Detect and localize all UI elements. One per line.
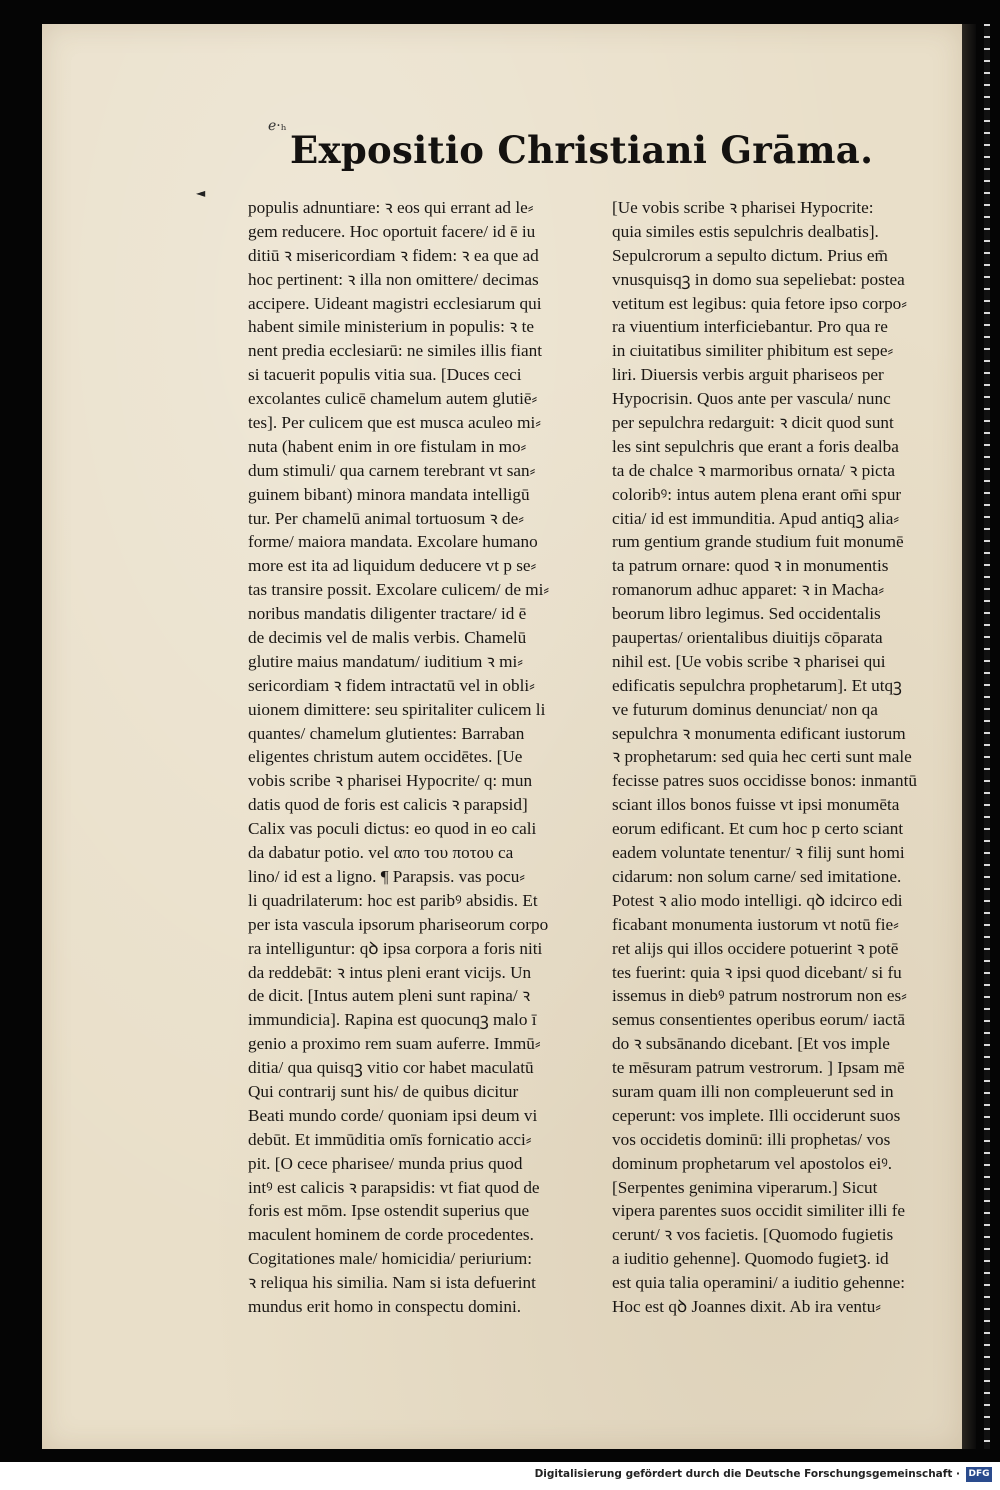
- text-line: mundus erit homo in conspectu domini.: [248, 1296, 522, 1316]
- text-line: quantes/ chamelum glutientes: Barraban: [248, 723, 525, 743]
- text-line: intꝰ est calicis ꝛ parapsidis: vt fiat quod de: [248, 1177, 540, 1197]
- text-line: dominum prophetarum vel apostolos eiꝰ.: [612, 1153, 893, 1173]
- text-line: de dicit. [Intus autem pleni sunt rapina/ ꝛ: [248, 986, 531, 1006]
- text-line: ra intelliguntur: qꝺ ipsa corpora a foris niti: [248, 938, 543, 958]
- page-title: Expositio Christiani Grāma.: [290, 128, 874, 172]
- text-line: vetitum est legibus: quia fetore ipso corpo⸗: [612, 293, 907, 313]
- text-line: Sepulcrorum a sepulto dictum. Prius em̄: [612, 245, 888, 265]
- text-line: eadem voluntate tenentur/ ꝛ filij sunt homi: [612, 843, 905, 863]
- text-line: maculent hominem de corde procedentes.: [248, 1225, 534, 1245]
- text-line: romanorum adhuc apparet: ꝛ in Macha⸗: [612, 580, 885, 600]
- text-line: liri. Diuersis verbis arguit phariseos per: [612, 365, 884, 385]
- text-line: vobis scribe ꝛ pharisei Hypocrite/ q: mun: [248, 771, 533, 791]
- footer-bar: [0, 1462, 1000, 1490]
- text-line: dum stimuli/ qua carnem terebrant vt san⸗: [248, 460, 536, 480]
- text-line: fecisse patres suos occidisse bonos: inmantū: [612, 771, 918, 791]
- text-line: quia similes estis sepulchris dealbatis].: [612, 221, 879, 241]
- text-line: te mēsuram patrum vestrorum. ] Ipsam mē: [612, 1058, 905, 1078]
- text-line: da dabatur potio. vel απο του ποτου ca: [248, 843, 514, 863]
- text-line: more est ita ad liquidum deducere vt p se⸗: [248, 556, 537, 576]
- text-line: cidarum: non solum carne/ sed imitatione.: [612, 866, 902, 886]
- dfg-logo: DFG: [966, 1467, 992, 1482]
- funding-credit: Digitalisierung gefördert durch die Deutsche Forschungsgemeinschaft ·: [534, 1468, 960, 1480]
- text-line: tas transire possit. Excolare culicem/ de mi⸗: [248, 580, 550, 600]
- scan-ruler: [984, 24, 990, 1449]
- text-line: li quadrilaterum: hoc est paribꝰ absidis. Et: [248, 890, 538, 910]
- text-line: cerunt/ ꝛ vos facietis. [Quomodo fugietis: [612, 1225, 894, 1245]
- text-line: [Serpentes genimina viperarum.] Sicut: [612, 1177, 878, 1197]
- text-line: nihil est. [Ue vobis scribe ꝛ pharisei qui: [612, 651, 886, 671]
- text-line: nent predia ecclesiarū: ne similes illis fiant: [248, 341, 543, 361]
- right-text-column: [612, 196, 960, 1319]
- text-line: lino/ id est a ligno. ¶ Parapsis. vas pocu⸗: [248, 866, 526, 886]
- text-line: ceperunt: vos implete. Illi occiderunt suos: [612, 1105, 901, 1125]
- text-line: [Ue vobis scribe ꝛ pharisei Hypocrite:: [612, 198, 874, 217]
- text-line: do ꝛ subsānando dicebant. [Et vos imple: [612, 1034, 890, 1054]
- text-line: Beati mundo corde/ quoniam ipsi deum vi: [248, 1105, 538, 1125]
- text-line: in ciuitatibus similiter phibitum est sepe⸗: [612, 341, 894, 361]
- left-text-column: [248, 196, 588, 1319]
- text-line: a iuditio gehenne]. Quomodo fugietꝫ. id: [612, 1249, 889, 1269]
- text-line: ta de chalce ꝛ marmoribus ornata/ ꝛ picta: [612, 460, 896, 480]
- text-line: Potest ꝛ alio modo intelligi. qꝺ idcirco edi: [612, 890, 903, 910]
- text-line: ditiū ꝛ misericordiam ꝛ fidem: ꝛ ea que ad: [248, 245, 539, 265]
- text-line: ditia/ qua quisqꝫ vitio cor habet maculatū: [248, 1058, 534, 1078]
- text-line: issemus in diebꝰ patrum nostrorum non es⸗: [612, 986, 907, 1006]
- text-line: Cogitationes male/ homicidia/ periurium:: [248, 1249, 533, 1269]
- page-edge-shadow: [962, 24, 976, 1449]
- text-line: ꝛ reliqua his similia. Nam si ista defuerint: [248, 1273, 536, 1293]
- text-line: gem reducere. Hoc oportuit facere/ id ē iu: [248, 221, 536, 241]
- text-line: vos occidetis dominū: illi prophetas/ vos: [612, 1129, 891, 1149]
- text-line: genio a proximo rem suam auferre. Immū⸗: [248, 1034, 541, 1054]
- text-line: eligentes christum autem occidētes. [Ue: [248, 747, 523, 767]
- text-line: vipera parentes suos occidit similiter illi fe: [612, 1201, 906, 1221]
- text-line: vnusquisqꝫ in domo sua sepeliebat: postea: [612, 269, 905, 289]
- text-line: foris est mōm. Ipse ostendit superius que: [248, 1201, 530, 1221]
- text-line: uionem dimittere: seu spiritaliter culicem li: [248, 699, 546, 719]
- text-line: rum gentium grande studium fuit monumē: [612, 532, 904, 552]
- text-line: noribus mandatis diligenter tractare/ id ē: [248, 604, 527, 624]
- text-line: de decimis vel de malis verbis. Chamelū: [248, 628, 527, 648]
- text-line: tes]. Per culicem que est musca aculeo mi⸗: [248, 413, 542, 433]
- text-line: sericordiam ꝛ fidem intractatū vel in obli⸗: [248, 675, 535, 695]
- text-line: forme/ maiora mandata. Excolare humano: [248, 532, 538, 552]
- text-line: sciant illos bonos fuisse vt ipsi monumēta: [612, 795, 900, 815]
- text-line: semus consentientes operibus eorum/ iactā: [612, 1010, 906, 1030]
- text-line: tur. Per chamelū animal tortuosum ꝛ de⸗: [248, 508, 524, 528]
- margin-arrow-icon: ◄: [196, 186, 206, 200]
- text-line: paupertas/ orientalibus diuitijs cōparata: [612, 628, 883, 648]
- text-line: datis quod de foris est calicis ꝛ parapsid]: [248, 795, 528, 815]
- text-line: immundicia]. Rapina est quocunqꝫ malo ī: [248, 1010, 537, 1030]
- text-line: accipere. Uideant magistri ecclesiarum qui: [248, 293, 542, 313]
- text-line: excolantes culicē chamelum autem glutiē⸗: [248, 389, 538, 409]
- text-line: ret alijs qui illos occidere potuerint ꝛ potē: [612, 938, 899, 958]
- text-line: guinem bibant) minora mandata intelligū: [248, 484, 530, 504]
- text-line: populis adnuntiare: ꝛ eos qui errant ad le⸗: [248, 198, 534, 217]
- text-line: debūt. Et immūditia omīs fornicatio acci⸗: [248, 1129, 532, 1149]
- text-line: ficabant monumenta iustorum vt notū fie⸗: [612, 914, 899, 934]
- text-line: beorum libro legimus. Sed occidentalis: [612, 604, 881, 624]
- text-line: edificatis sepulchra prophetarum]. Et utqꝫ: [612, 675, 902, 695]
- text-line: da reddebāt: ꝛ intus pleni erant vicijs. Un: [248, 962, 532, 982]
- text-line: habent simile ministerium in populis: ꝛ te: [248, 317, 534, 337]
- text-line: per sepulchra redarguit: ꝛ dicit quod sunt: [612, 413, 894, 433]
- text-line: glutire maius mandatum/ iuditium ꝛ mi⸗: [248, 651, 523, 671]
- text-line: Hypocrisin. Quos ante per vascula/ nunc: [612, 389, 891, 409]
- text-line: citia/ id est immunditia. Apud antiqꝫ alia⸗: [612, 508, 900, 528]
- text-line: hoc pertinent: ꝛ illa non omittere/ decimas: [248, 269, 539, 289]
- text-line: tes fuerint: quia ꝛ ipsi quod dicebant/ si fu: [612, 962, 902, 982]
- text-line: per ista vascula ipsorum phariseorum corpo: [248, 914, 549, 934]
- ink-mark: ℯ·ₕ: [268, 118, 287, 134]
- text-line: ve futurum dominus denunciat/ non qa: [612, 699, 878, 719]
- text-line: ra viuentium interficiebantur. Pro qua re: [612, 317, 888, 337]
- text-line: suram quam illi non compleuerunt sed in: [612, 1081, 894, 1101]
- text-line: si tacuerit populis vitia sua. [Duces ceci: [248, 365, 522, 385]
- text-line: est quia talia operamini/ a iuditio gehenne:: [612, 1273, 906, 1293]
- text-line: ꝛ prophetarum: sed quia hec certi sunt male: [612, 747, 912, 767]
- text-line: ta patrum ornare: quod ꝛ in monumentis: [612, 556, 889, 576]
- text-line: pit. [O cece pharisee/ munda prius quod: [248, 1153, 523, 1173]
- text-line: coloribꝰ: intus autem plena erant om̄i spur: [612, 484, 902, 504]
- text-line: Hoc est qꝺ Joannes dixit. Ab ira ventu⸗: [612, 1296, 882, 1316]
- text-line: sepulchra ꝛ monumenta edificant iustorum: [612, 723, 906, 743]
- text-line: nuta (habent enim in ore fistulam in mo⸗: [248, 436, 527, 456]
- text-line: les sint sepulchris que erant a foris dealba: [612, 436, 899, 456]
- text-line: Calix vas poculi dictus: eo quod in eo cali: [248, 819, 537, 839]
- text-line: Qui contrarij sunt his/ de quibus dicitur: [248, 1081, 519, 1101]
- text-line: eorum edificant. Et cum hoc p certo sciant: [612, 819, 904, 839]
